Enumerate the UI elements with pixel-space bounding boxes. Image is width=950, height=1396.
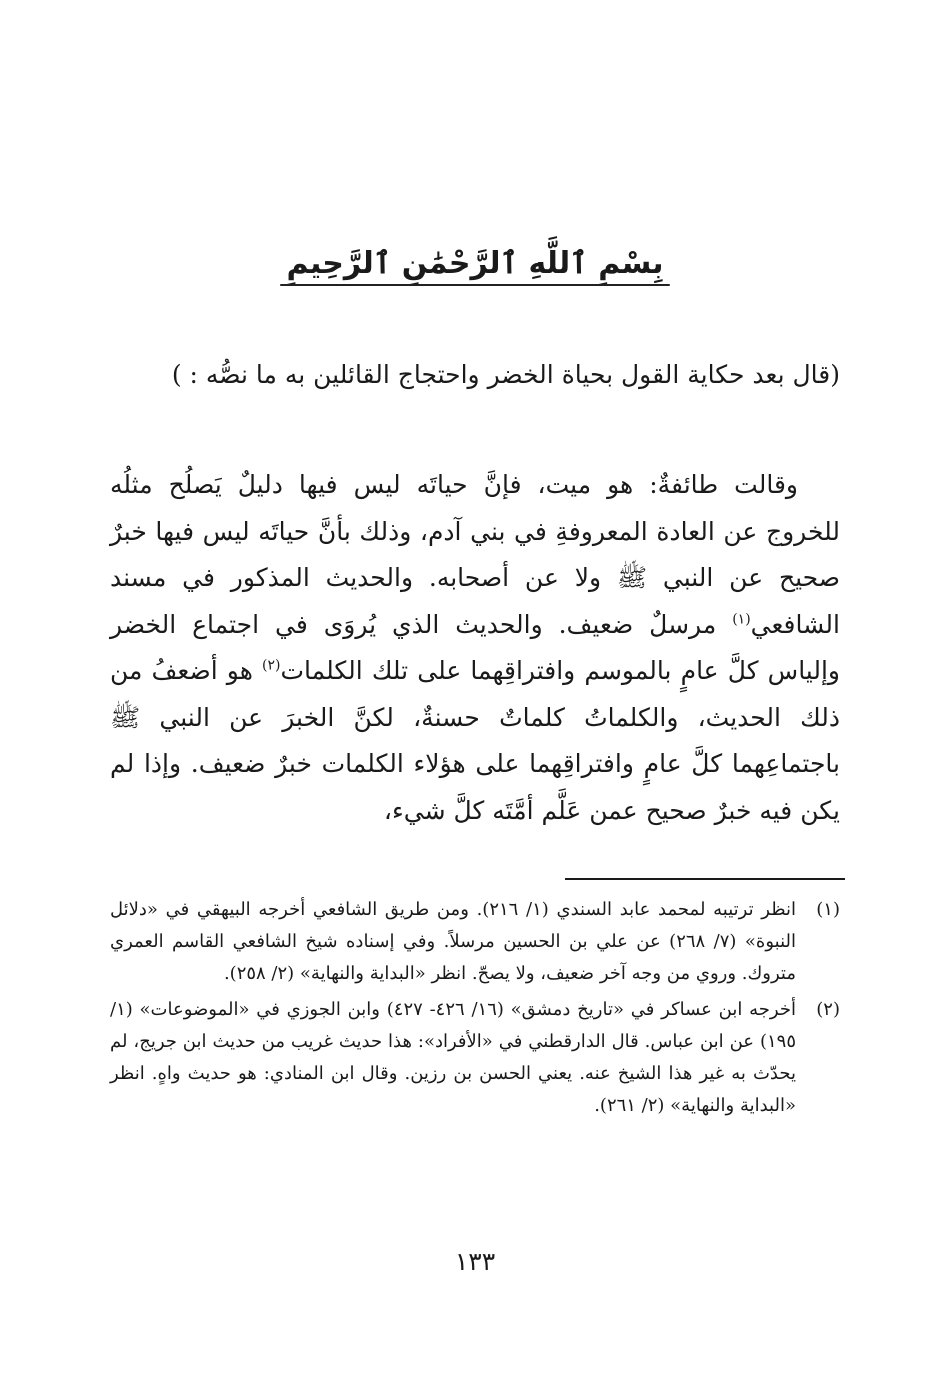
footnote-ref-2[interactable]: (٢) [262,657,281,674]
page-number: ١٣٣ [454,1247,496,1276]
footnote-number: (١) [816,899,840,920]
footnote-text: أخرجه ابن عساكر في «تاريخ دمشق» (١٦/ ٤٢٦- ٤٢٧) وابن الجوزي في «الموضوعات» (١/ ١٩٥) عن ابن عباس. قال الدارقطني في «الأفراد»: هذا حديث غريب من حديث ابن جريج، لم يحدّث به غير هذا الشيخ عنه. يعني الحسن بن رزين. وقال ابن المنادي: هو حديث واهٍ. انظر «البداية والنهاية» (٢/ ٢٦١). [110,999,796,1116]
footnotes [110,894,840,1126]
basmala-flourish [280,284,670,286]
section-heading: (قال بعد حكاية القول بحياة الخضر واحتجاج القائلين به ما نصُّه : ) [171,360,840,389]
footnote-1 [110,894,840,990]
footnote-number: (٢) [816,999,840,1020]
basmala-calligraphy [250,232,700,296]
body-text-part-2: مرسلٌ ضعيف. والحديث الذي يُروَى في اجتماع الخضر وإلياس كلَّ عامٍ بالموسم وافتراقِهما على تلك الكلمات [110,609,840,685]
body-text-part-1: وقالت طائفةٌ: هو ميت، فإنَّ حياتَه ليس فيها دليلٌ يَصلُح مثلُه للخروج عن العادة المعروفةِ في بني آدم، وذلك بأنَّ حياتَه ليس فيها خبرٌ صحيح عن النبي ﷺ ولا عن أصحابه. والحديث المذكور في مسند الشافعي [110,470,840,639]
footnote-2 [110,994,840,1122]
basmala-text: بِسْمِ ٱللَّهِ ٱلرَّحْمَٰنِ ٱلرَّحِيمِ [286,246,664,281]
main-text [110,462,840,834]
footnote-ref-1[interactable]: (١) [732,611,751,628]
footnote-separator [565,878,845,880]
body-text-part-3: هو أضعفُ من ذلك الحديث، والكلماتُ كلماتٌ حسنةٌ، لكنَّ الخبرَ عن النبي ﷺ باجتماعِهما كلَّ عامٍ وافتراقِهما على هؤلاء الكلمات خبرٌ ضعيف. وإذا لم يكن فيه خبرٌ صحيح عمن عَلَّم أمَّتَه كلَّ شيء، [110,656,840,825]
body-paragraph [110,462,840,834]
footnote-text: انظر ترتيبه لمحمد عابد السندي (١/ ٢١٦). ومن طريق الشافعي أخرجه البيهقي في «دلائل النبوة» (٧/ ٢٦٨) عن علي بن الحسين مرسلاً. وفي إسناده شيخ الشافعي القاسم العمري متروك. وروي من وجه آخر ضعيف، ولا يصحّ. انظر «البداية والنهاية» (٢/ ٢٥٨). [110,899,796,984]
